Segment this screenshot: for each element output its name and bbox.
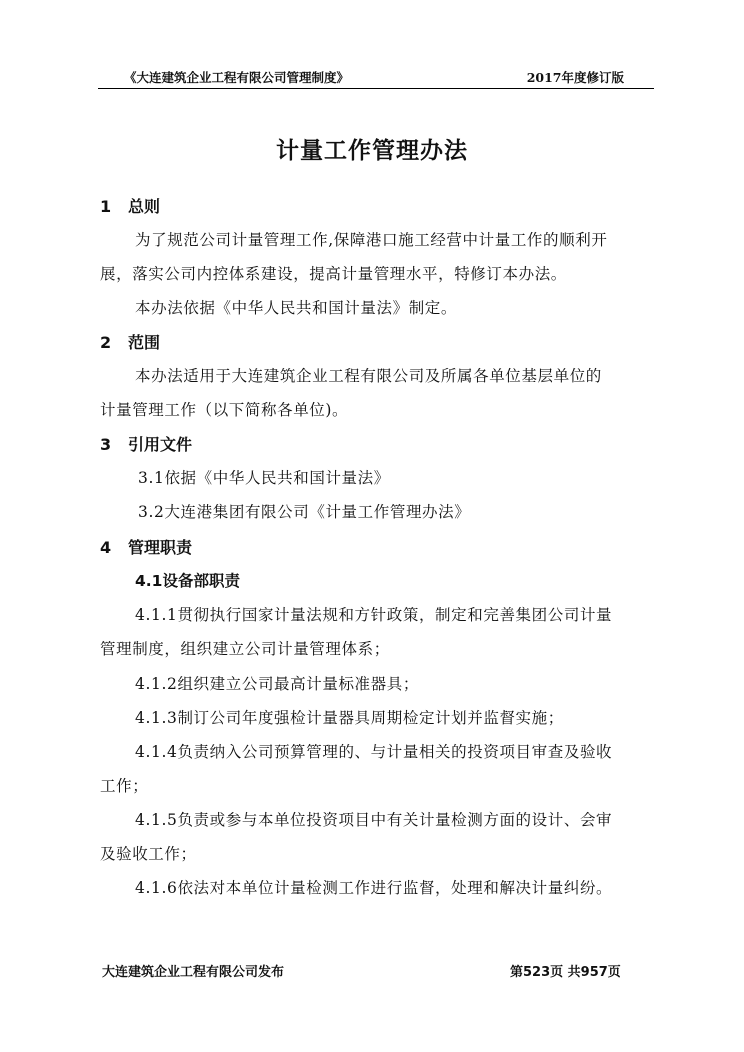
reference-item: 3.1依据《中华人民共和国计量法》 <box>138 469 390 487</box>
footer-page-number: 第523页 共957页 <box>510 965 621 980</box>
paragraph-line: 4.1.4负责纳入公司预算管理的、与计量相关的投资项目审查及验收 <box>135 743 613 761</box>
paragraph-line: 4.1.5负责或参与本单位投资项目中有关计量检测方面的设计、会审 <box>135 811 613 829</box>
paragraph-line: 管理制度，组织建立公司计量管理体系； <box>100 640 390 658</box>
section-heading-4 <box>100 535 192 558</box>
document-title: 计量工作管理办法 <box>276 138 468 164</box>
footer-publisher: 大连建筑企业工程有限公司发布 <box>102 965 285 980</box>
section-title: 范围 <box>128 333 161 352</box>
section-title: 管理职责 <box>128 538 193 557</box>
paragraph-line: 4.1.6依法对本单位计量检测工作进行监督，处理和解决计量纠纷。 <box>135 879 613 897</box>
section-number: 2 <box>100 333 112 352</box>
subsection-heading: 4.1设备部职责 <box>135 572 240 590</box>
paragraph-line: 展，落实公司内控体系建设，提高计量管理水平，特修订本办法。 <box>100 265 567 283</box>
paragraph-line: 4.1.2组织建立公司最高计量标准器具； <box>135 675 419 693</box>
section-heading-2 <box>100 330 160 353</box>
section-heading-3 <box>100 432 192 455</box>
paragraph-line: 及验收工作； <box>100 845 197 863</box>
header-edition: 2017年度修订版 <box>526 70 624 85</box>
paragraph-line: 本办法适用于大连建筑企业工程有限公司及所属各单位基层单位的 <box>135 367 602 385</box>
paragraph-line: 4.1.1贯彻执行国家计量法规和方针政策，制定和完善集团公司计量 <box>135 606 613 624</box>
paragraph-line: 工作； <box>100 777 149 795</box>
section-title: 总则 <box>128 197 161 216</box>
section-title: 引用文件 <box>128 435 193 454</box>
section-heading-1 <box>100 194 160 217</box>
section-number: 4 <box>100 538 112 557</box>
page-header <box>98 66 654 89</box>
paragraph-line: 本办法依据《中华人民共和国计量法》制定。 <box>135 299 458 317</box>
paragraph-line: 4.1.3制订公司年度强检计量器具周期检定计划并监督实施； <box>135 709 564 727</box>
paragraph-line: 为了规范公司计量管理工作,保障港口施工经营中计量工作的顺利开 <box>135 231 608 249</box>
header-document-title: 《大连建筑企业工程有限公司管理制度》 <box>124 70 350 85</box>
section-number: 3 <box>100 435 112 454</box>
reference-item: 3.2大连港集团有限公司《计量工作管理办法》 <box>138 503 471 521</box>
paragraph-line: 计量管理工作（以下简称各单位)。 <box>100 401 349 419</box>
section-number: 1 <box>100 197 112 216</box>
